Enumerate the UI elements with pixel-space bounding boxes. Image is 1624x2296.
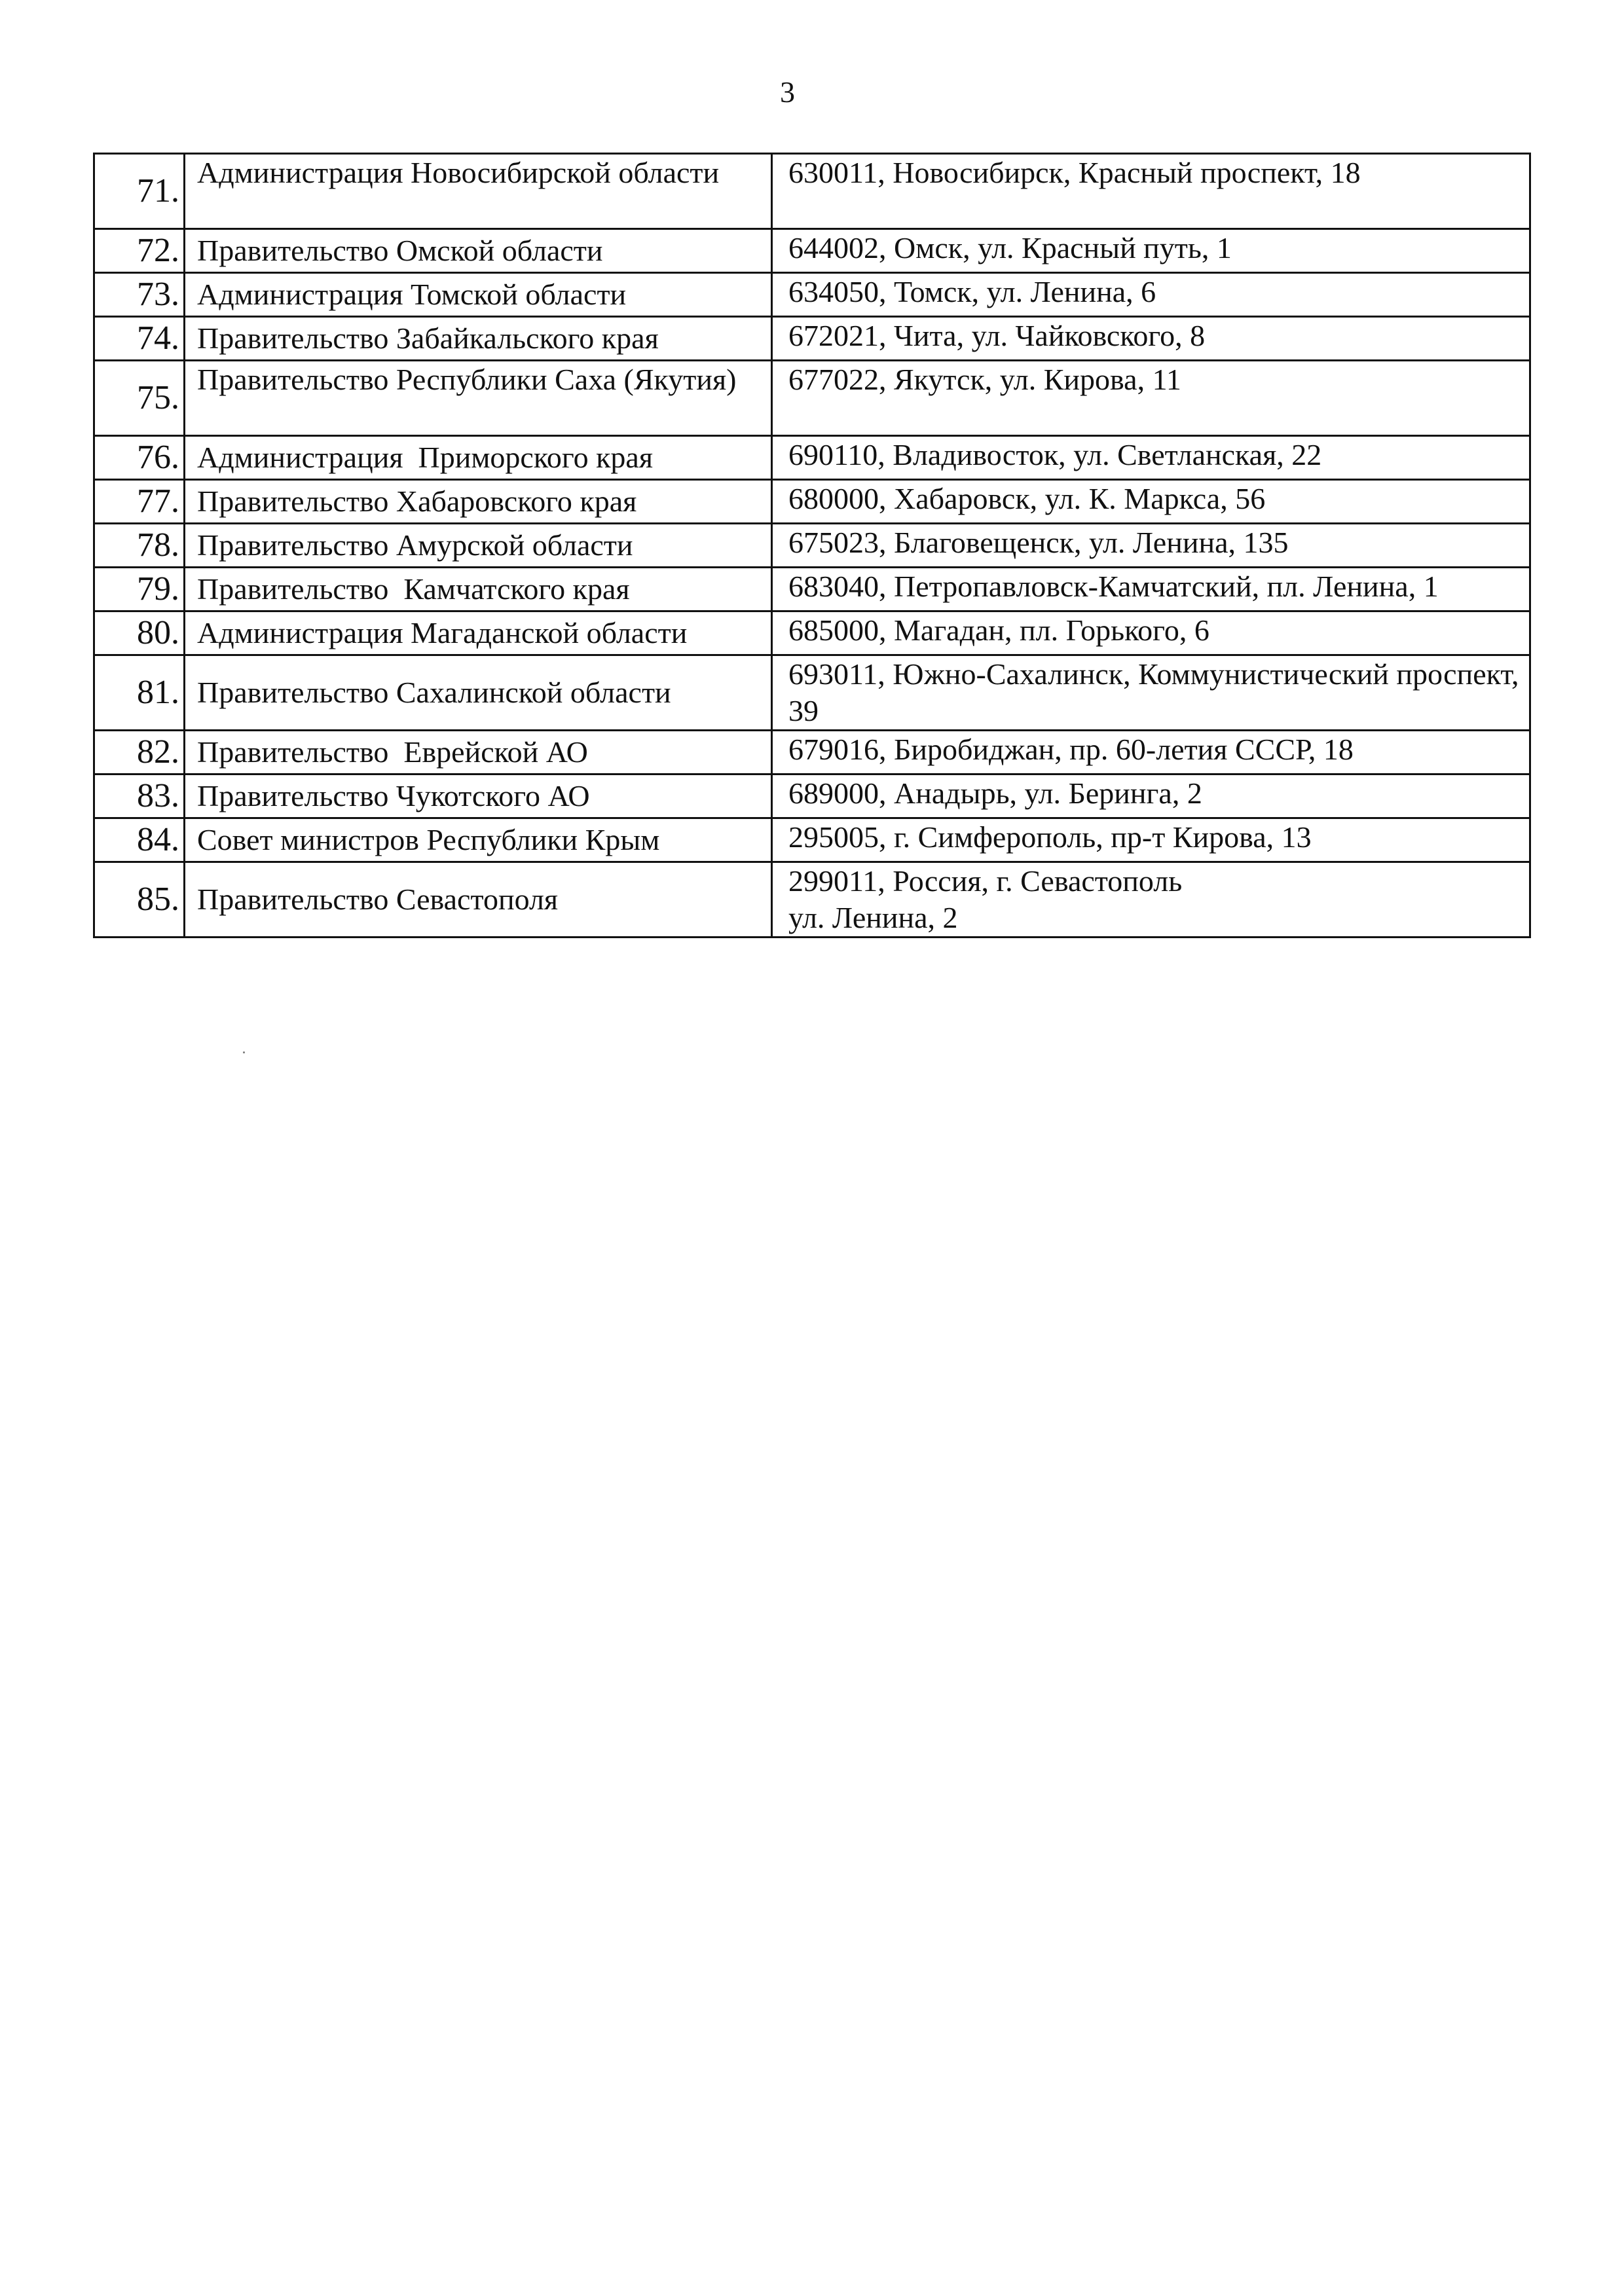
row-number: 82. (94, 731, 185, 774)
table-row (94, 436, 1530, 480)
table-row (94, 480, 1530, 524)
organization-address: 630011, Новосибирск, Красный проспект, 18 (772, 154, 1530, 229)
table-row (94, 361, 1530, 436)
organization-name: Правительство Республики Саха (Якутия) (185, 361, 772, 436)
organization-address: 675023, Благовещенск, ул. Ленина, 135 (772, 524, 1530, 568)
organization-name: Правительство Омской области (185, 229, 772, 273)
row-number: 72. (94, 229, 185, 273)
scan-speck (243, 1051, 245, 1053)
organization-address: 644002, Омск, ул. Красный путь, 1 (772, 229, 1530, 273)
government-address-table (93, 153, 1531, 938)
organization-name: Правительство Чукотского АО (185, 774, 772, 818)
table-row (94, 818, 1530, 862)
table-row (94, 154, 1530, 229)
organization-address: 677022, Якутск, ул. Кирова, 11 (772, 361, 1530, 436)
row-number: 71. (94, 154, 185, 229)
organization-name: Правительство Сахалинской области (185, 655, 772, 731)
table-row (94, 862, 1530, 938)
row-number: 78. (94, 524, 185, 568)
table-row (94, 568, 1530, 611)
organization-name: Совет министров Республики Крым (185, 818, 772, 862)
row-number: 85. (94, 862, 185, 938)
organization-name: Правительство Камчатского края (185, 568, 772, 611)
row-number: 75. (94, 361, 185, 436)
row-number: 74. (94, 317, 185, 361)
organization-address: 693011, Южно-Сахалинск, Коммунистический проспект, 39 (772, 655, 1530, 731)
organization-address: 690110, Владивосток, ул. Светланская, 22 (772, 436, 1530, 480)
organization-name: Правительство Хабаровского края (185, 480, 772, 524)
row-number: 73. (94, 273, 185, 317)
address-line-2: ул. Ленина, 2 (788, 901, 958, 934)
organization-name: Правительство Амурской области (185, 524, 772, 568)
organization-address: 683040, Петропавловск-Камчатский, пл. Ленина, 1 (772, 568, 1530, 611)
table-row (94, 317, 1530, 361)
row-number: 76. (94, 436, 185, 480)
organization-address: 679016, Биробиджан, пр. 60-летия СССР, 18 (772, 731, 1530, 774)
organization-name: Администрация Магаданской области (185, 611, 772, 655)
organization-name: Правительство Еврейской АО (185, 731, 772, 774)
organization-name: Администрация Новосибирской области (185, 154, 772, 229)
organization-address: 685000, Магадан, пл. Горького, 6 (772, 611, 1530, 655)
row-number: 83. (94, 774, 185, 818)
organization-address: 634050, Томск, ул. Ленина, 6 (772, 273, 1530, 317)
table-row (94, 731, 1530, 774)
row-number: 84. (94, 818, 185, 862)
organization-address: 689000, Анадырь, ул. Беринга, 2 (772, 774, 1530, 818)
organization-address: 680000, Хабаровск, ул. К. Маркса, 56 (772, 480, 1530, 524)
table-row (94, 655, 1530, 731)
row-number: 80. (94, 611, 185, 655)
organization-name: Администрация Томской области (185, 273, 772, 317)
row-number: 79. (94, 568, 185, 611)
table-row (94, 774, 1530, 818)
page-number: 3 (780, 75, 795, 109)
organization-address: 295005, г. Симферополь, пр-т Кирова, 13 (772, 818, 1530, 862)
table-row (94, 273, 1530, 317)
organization-address (772, 862, 1530, 938)
address-line-1: 299011, Россия, г. Севастополь (788, 864, 1183, 898)
organization-name: Администрация Приморского края (185, 436, 772, 480)
table-row (94, 524, 1530, 568)
table-row (94, 229, 1530, 273)
organization-name: Правительство Забайкальского края (185, 317, 772, 361)
row-number: 77. (94, 480, 185, 524)
organization-name: Правительство Севастополя (185, 862, 772, 938)
organization-address: 672021, Чита, ул. Чайковского, 8 (772, 317, 1530, 361)
row-number: 81. (94, 655, 185, 731)
table-row (94, 611, 1530, 655)
